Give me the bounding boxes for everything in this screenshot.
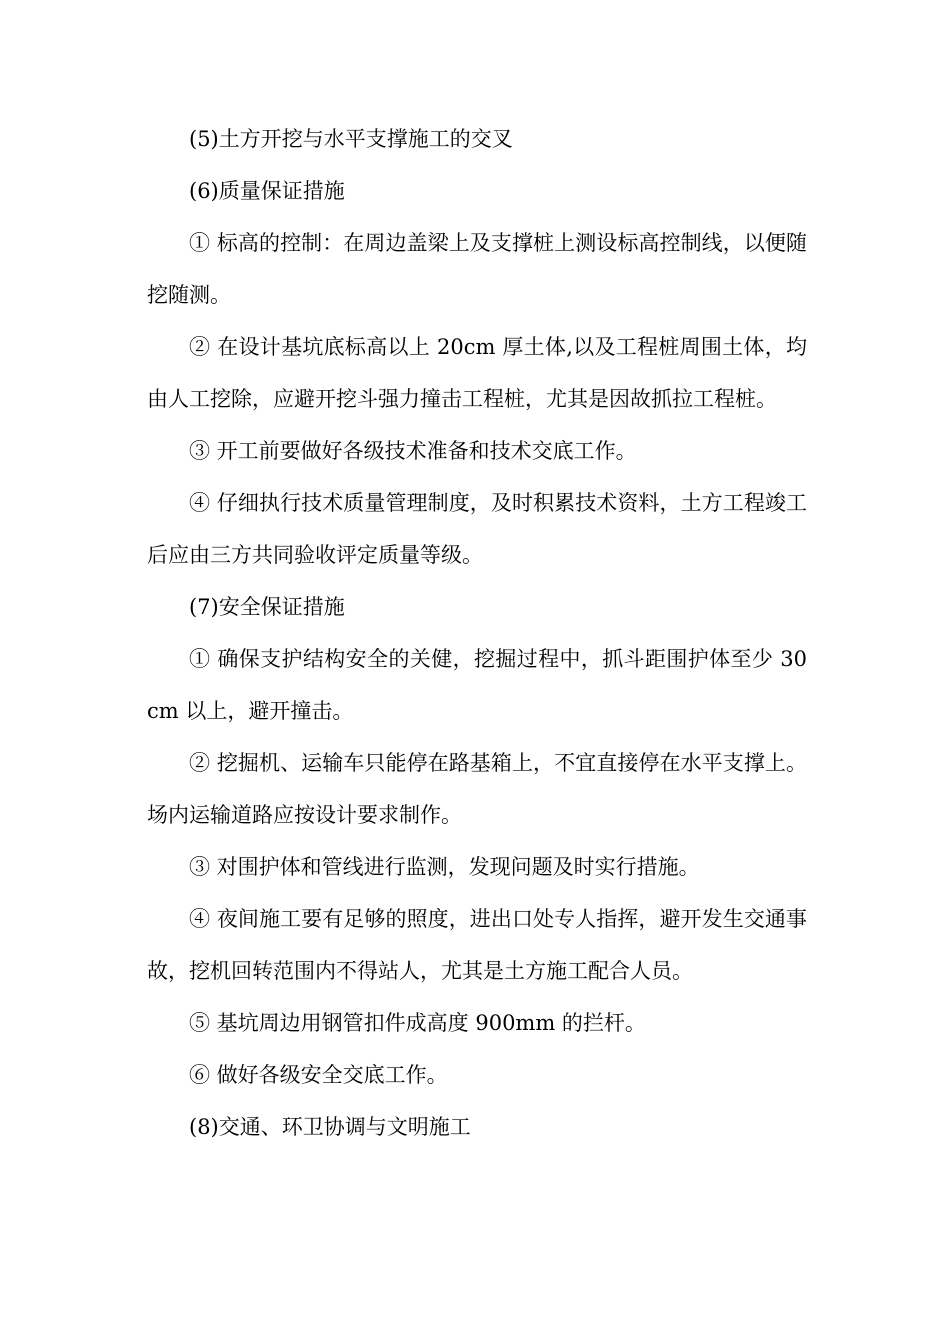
heading-6-quality-assurance: (6)质量保证措施 (189, 179, 345, 203)
heading-7-safety-assurance: (7)安全保证措施 (189, 595, 345, 619)
quality-item-1: ① 标高的控制：在周边盖梁上及支撑桩上测设标高控制线，以便随挖随测。 (147, 231, 807, 307)
heading-8-traffic-sanitation: (8)交通、环卫协调与文明施工 (189, 1115, 471, 1139)
safety-item-4: ④ 夜间施工要有足够的照度，进出口处专人指挥，避开发生交通事故，挖机回转范围内不得站人，尤其是土方施工配合人员。 (147, 907, 807, 983)
safety-item-6: ⑥ 做好各级安全交底工作。 (189, 1063, 448, 1087)
quality-item-3: ③ 开工前要做好各级技术准备和技术交底工作。 (189, 439, 637, 463)
quality-item-2: ② 在设计基坑底标高以上 20cm 厚土体,以及工程桩周围土体，均由人工挖除，应避开挖斗强力撞击工程桩，尤其是因故抓拉工程桩。 (147, 335, 807, 411)
safety-item-2: ② 挖掘机、运输车只能停在路基箱上，不宜直接停在水平支撑上。场内运输道路应按设计要求制作。 (147, 751, 807, 827)
heading-5-earthwork-support-crossover: (5)土方开挖与水平支撑施工的交叉 (189, 127, 513, 151)
quality-item-4: ④ 仔细执行技术质量管理制度，及时积累技术资料，土方工程竣工后应由三方共同验收评定质量等级。 (147, 491, 807, 567)
document-body (147, 113, 807, 1153)
safety-item-3: ③ 对围护体和管线进行监测，发现问题及时实行措施。 (189, 855, 700, 879)
safety-item-5: ⑤ 基坑周边用钢管扣件成高度 900mm 的拦杆。 (189, 1011, 646, 1035)
safety-item-1: ① 确保支护结构安全的关健，挖掘过程中，抓斗距围护体至少 30cm 以上，避开撞击。 (147, 647, 807, 723)
